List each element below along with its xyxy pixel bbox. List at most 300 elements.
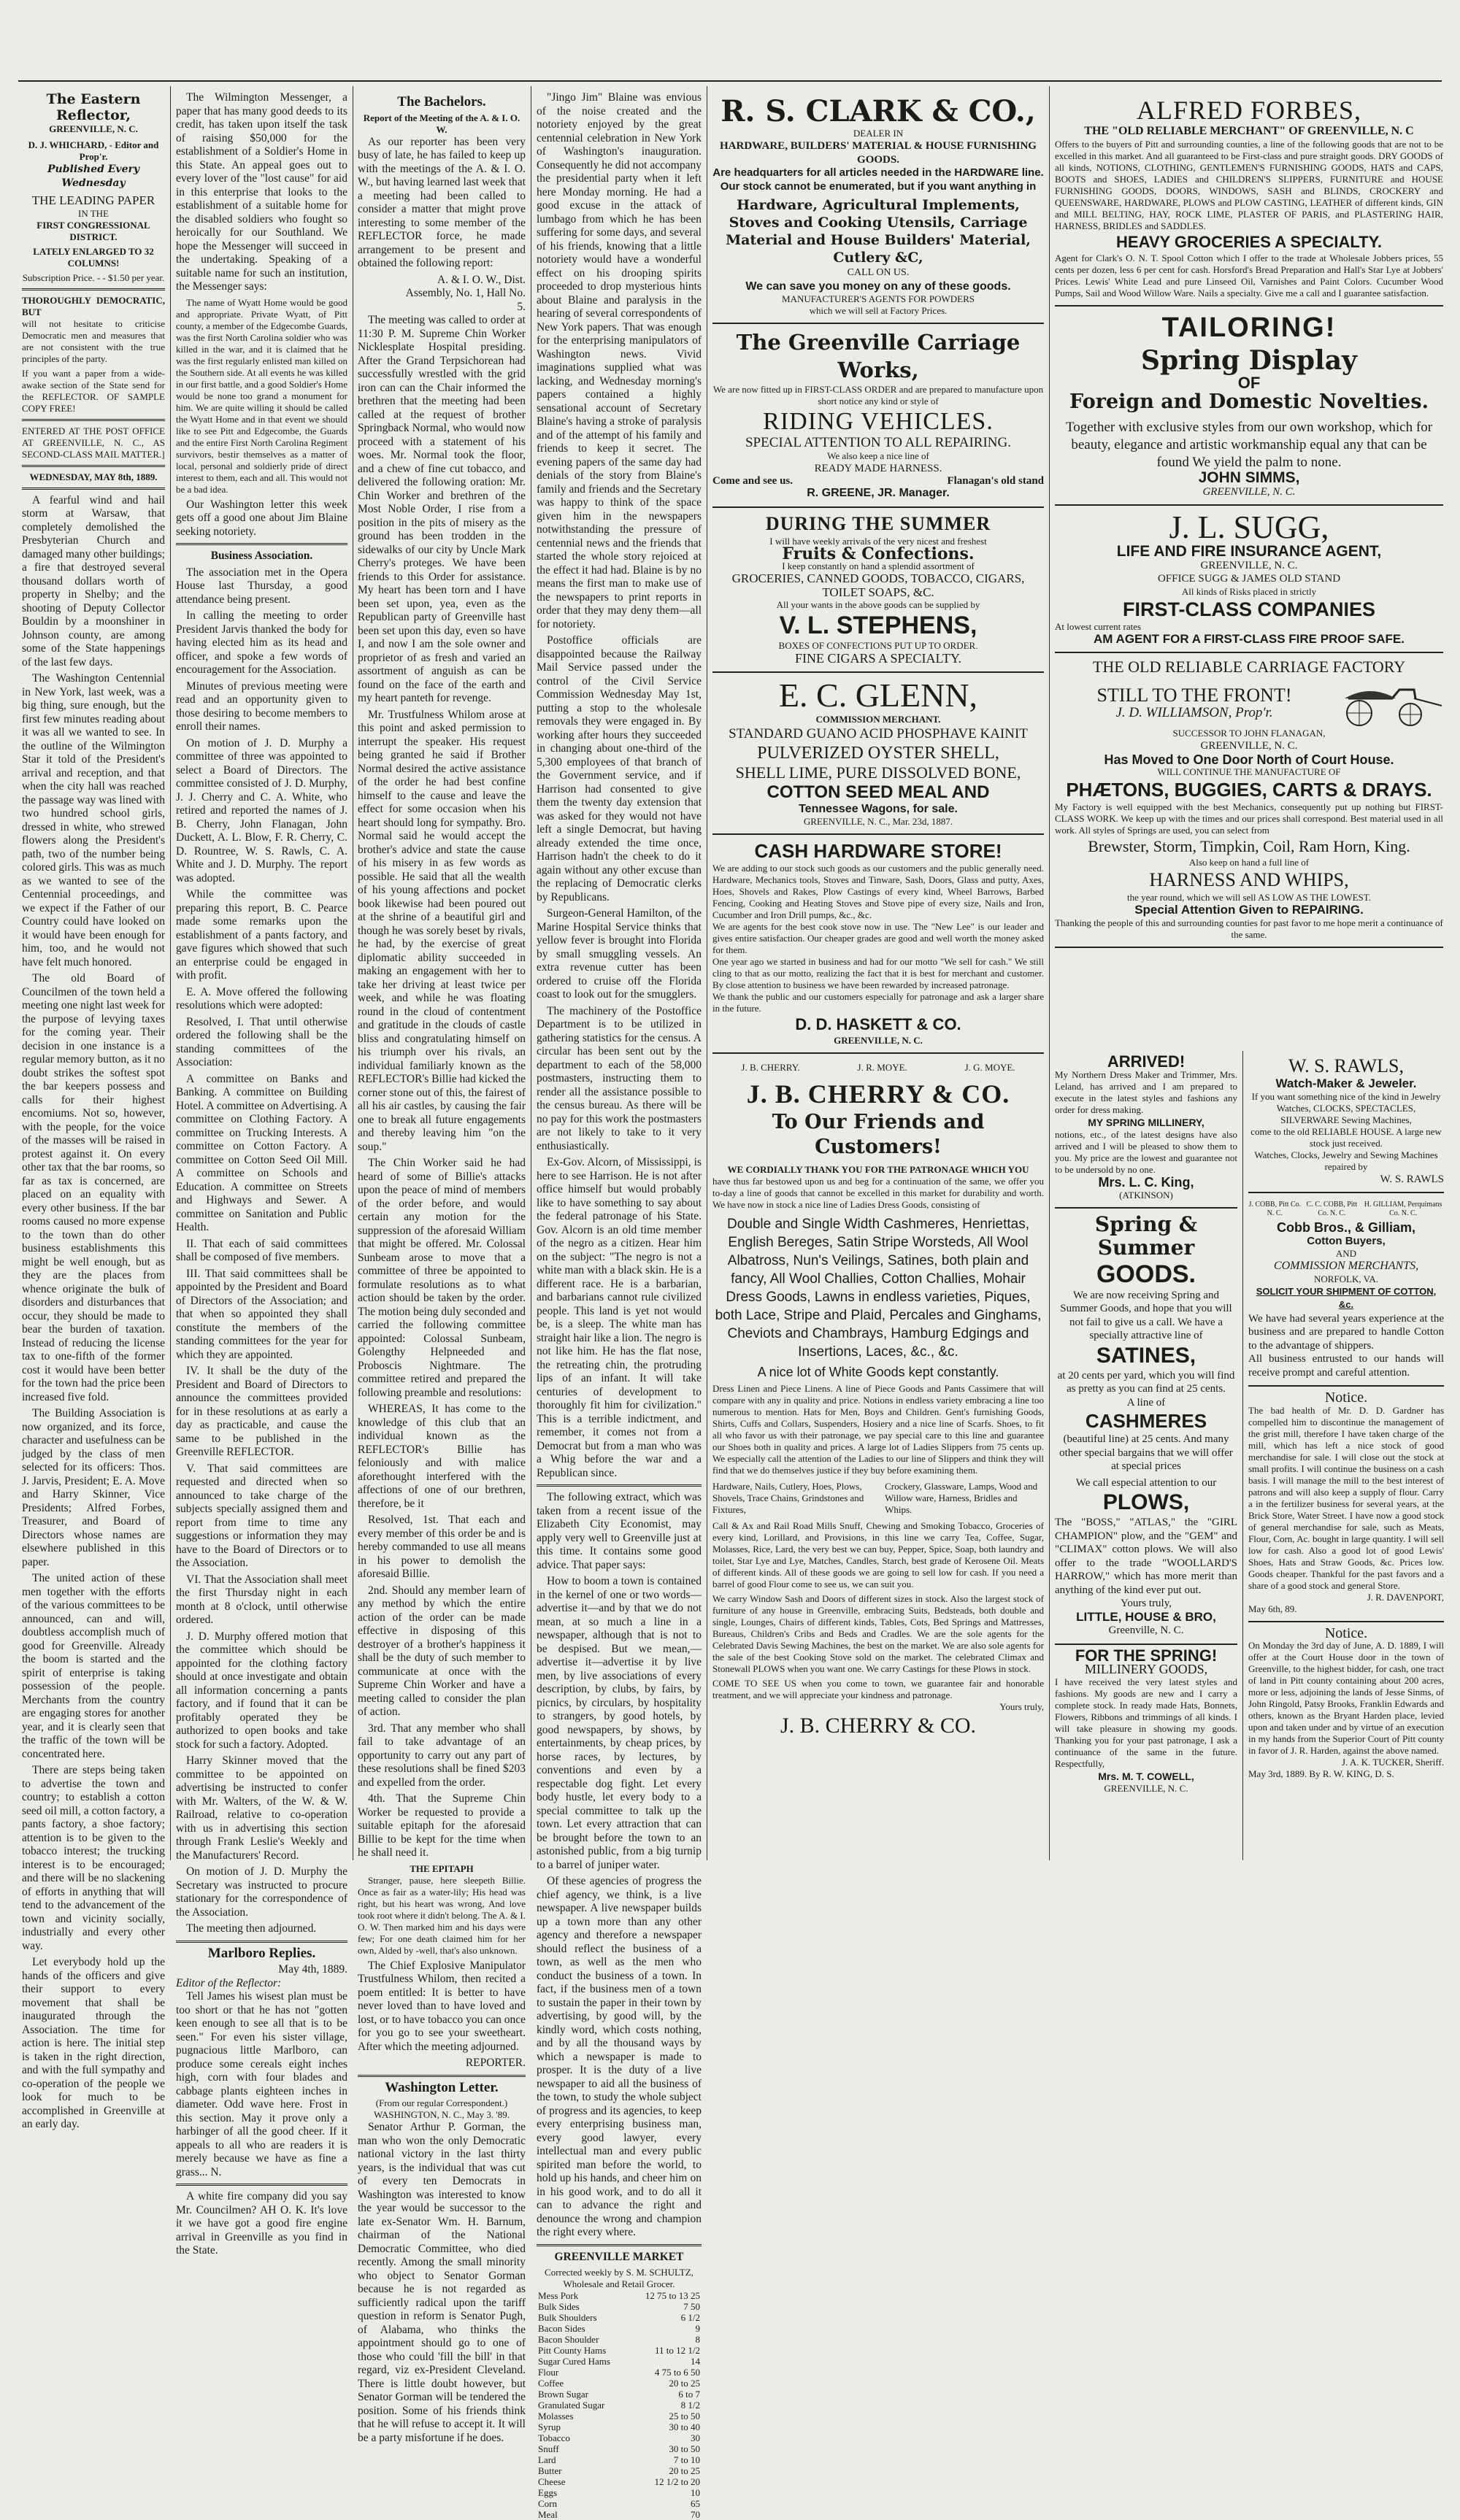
cherry-call: Call & Ax and Rail Road Mills Snuff, Chewing and Smoking Tobacco, Groceries of every kind, Lorillard, and Provisions, in this line we carry Tea, Coffee, Sugar, Molasses, Rice, Lard, the very best we can buy, Pepper, Spice, Soap, both laundry and toilet, Star Lye and Lye, Matches, Candles, Starch, best grade of Kerosene Oil. Meats of different kinds. All of these goods we are going to sell low for cash. If you need a barrel of good Flour come to see us, we can suit you. bbox=[712, 1520, 1044, 1590]
glenn-line: SHELL LIME, PURE DISSOLVED BONE, bbox=[735, 763, 1021, 782]
divider bbox=[358, 2075, 526, 2077]
cash-text: We thank the public and our customers especially for patronage and ask a larger share in the future. bbox=[712, 991, 1044, 1014]
factory-names bbox=[1055, 685, 1334, 720]
market-price: 14 bbox=[691, 2356, 700, 2367]
cowell-place: GREENVILLE, N. C. bbox=[1104, 1783, 1188, 1794]
top-rule bbox=[18, 80, 1442, 82]
ad-clark bbox=[712, 91, 1044, 324]
forbes-agent: Agent for Clark's O. N. T. Spool Cotton which I offer to the trade at Wholesale Jobbers prices, 55 cents per dozen, less 6 per cent for cash. Horsford's Bread Preparation and Hall's Star Lye at Jobbers' Prices. Lewis' White Lead and pure Linseed Oil, Varnishes and Paint Colors. Cucumber Wood Pumps, Sail and Wood Willow Ware. Nails a specialty. Give me a call and I guarantee satisfaction. bbox=[1055, 252, 1443, 298]
article-paragraph: Of these agencies of progress the chief agency, we think, is a live newspaper. A live newspaper builds up a town more than any other agency and therefore a newspaper should reflect the business of a town, as well as the men who conduct the business of a town. In fact, if the business men of a town to sustain the paper in their town by advertising, by good will, by the kindly word, which costs nothing, and by all the thousand ways by which a newspaper is made to prosper. It is the duty of a live newspaper to aid all the business of the town, to study the whole subject of progress and its agencies, to keep every enterprising business man, every good lawyer, every intellectual man and every public spirited man before the world, to hold up his hands, and cheer him on in his good work, and to do all it can to advance the right and denounce the wrong and champion the right every where. bbox=[537, 1875, 702, 2238]
article-paragraph: How to boom a town is contained in the kernel of one or two words—advertise it—and by that we do not mean, at so much a line in a newspaper, although that is not to be despised. But we mean,—advertise it—advertise it by live men, by live associations of every description, by clubs, by fairs, by picnics, by circulars, by hospitality to strangers, by good hotels, by good newspapers, by shows, by entertainments, by cheap prices, by horse races, by lectures, by conventions and even by a respectable dog fight. Let every body hustle, let every body to a special committee to talk up the town. Let every attraction that can be brought before the town to an astonished public, from a big turnip to a barrel of juniper water. bbox=[537, 1575, 702, 1871]
article-paragraph: Postoffice officials are disappointed because the Railway Mail Service passed under the control of the Civil Service Commission Wednesday May 1st, putting a stop to the wholesale removals they were engaged in. By working after hours they succeeded in changing about one-third of the 5,300 employees of that branch of the Government service, and if Harrison had consented to give them the twenty day extension that was asked for they would not have left a single Democrat, but having already extended the time once, Harrison hadn't the cheek to do it again without any other excuse than the replacing of Democratic clerks by Republicans. bbox=[537, 634, 702, 903]
arrived-text: My Northern Dress Maker and Trimmer, Mrs. Leland, has arrived and I am prepared to execute in the latest styles and fashions any order for dress making. bbox=[1055, 1068, 1237, 1115]
column-1 bbox=[22, 91, 166, 2130]
market-price: 9 bbox=[695, 2323, 700, 2334]
market-price: 20 to 25 bbox=[669, 2465, 700, 2476]
haskett-name: D. D. HASKETT & CO. bbox=[795, 1015, 961, 1033]
article-paragraph: Mr. Trustfulness Whilom arose at this point and asked permission to interrupt the speaker. His request being granted he said if Brother Normal desired the active assistance of the order he had best confine himself to the cause and leave the effect for some occasion when his heart should long for sympathy. Bro. Normal said he would accept the brother's advice and state the cause of his misery in as few words as possible. He said that all the wealth of his young affections and pocket book likewise had been poured out at the shrine of a beautiful girl and though he was sorely beset by rivals, he had, by the exercise of great diplomatic ability succeeded in making an engagement with her to take her driving at least twice per week, and while he was floating round in the cloud of contentment and gratitude in the clouds of castle bliss and congratulating himself on his triumph over his rivals, an individual familiarly known as the REFLECTOR's Billie had kicked the corner stone out of this, the fairest of all his air castles, by causing the fair one to break all future engagements and thereby leaving him "on the soup." bbox=[358, 708, 526, 1153]
sugg-title: LIFE AND FIRE INSURANCE AGENT, bbox=[1116, 543, 1382, 560]
column-rule bbox=[170, 86, 171, 1860]
market-price: 20 to 25 bbox=[669, 2378, 700, 2389]
column-2 bbox=[176, 91, 347, 2257]
clark-goods: Hardware, Agricultural Implements, Stoves and Cooking Utensils, Carriage Material and House Builders' Material, Cutlery &C, bbox=[726, 197, 1031, 266]
stephens-boxes: BOXES OF CONFECTIONS PUT UP TO ORDER. bbox=[778, 640, 978, 651]
partner-name: J. R. MOYE. bbox=[857, 1062, 907, 1073]
editorial-paragraph: There are steps being taken to advertise the town and country; to establish a cotton seed oil mill, a cotton factory, a pants factory, a shoe factory; attention is to be given to the tobacco interest; the trucking interest is to be encouraged; and there will be no slackening of efforts in anything that will tend to the advancement of the town and vicinity socially, industrially and every other way. bbox=[22, 1764, 165, 1952]
rawls-text: If you want something nice of the kind in Jewelry Watches, CLOCKS, SPECTACLES, SILVERWARE Sewing Machines, bbox=[1251, 1090, 1441, 1125]
ad-haskett bbox=[712, 835, 1044, 1054]
market-table bbox=[537, 2290, 702, 2520]
article-paragraph: Harry Skinner moved that the committee to be appointed on advertising be instructed to confer with Mr. Walters, of the W. & W. Railroad, relative to co-operation with us in advertising this section through Frank Leslie's Weekly and the Manufacturers' Record. bbox=[176, 1754, 347, 1862]
market-price: 6 1/2 bbox=[680, 2312, 700, 2323]
article-paragraph: Our Washington letter this week gets off a good one about Jim Blaine seeking notoriety. bbox=[176, 498, 347, 538]
sugg-office: OFFICE SUGG & JAMES OLD STAND bbox=[1157, 573, 1341, 585]
cash-title: CASH HARDWARE STORE! bbox=[754, 840, 1002, 862]
market-row bbox=[537, 2356, 702, 2367]
notice2-text: On Monday the 3rd day of June, A. D. 1889, I will offer at the Court House door in the town of Greenville, to the highest bidder, for cash, one tract of land in Pitt county containing about 200 acres, more or less, adjoining the lands of Jesse Sinms, of John Ringold, Patsy Brooks, Franklin Edwards and others, known as the Bryant Harden place, levied upon and taken under and by virtue of an execution in my hands from the Superior Court of Pitt county in favor of J. R. Harden, against the above named. bbox=[1248, 1640, 1444, 1756]
tailoring-foreign: Foreign and Domestic Novelties. bbox=[1069, 390, 1429, 413]
article-paragraph: Resolved, I. That until otherwise ordered the following shall be the standing committees of the Association: bbox=[176, 1015, 347, 1068]
market-price: 65 bbox=[691, 2498, 700, 2509]
summer-fruits: Fruits & Confections. bbox=[782, 544, 975, 563]
masthead-published: Published Every Wednesday bbox=[47, 163, 139, 189]
haskett-place: GREENVILLE, N. C. bbox=[834, 1035, 923, 1046]
glenn-title: COMMISSION MERCHANT. bbox=[815, 713, 941, 725]
column-rule bbox=[1242, 1051, 1243, 1860]
rawls-sign: W. S. RAWLS bbox=[1380, 1173, 1444, 1185]
cherry-goods: Double and Single Width Cashmeres, Henriettas, English Bereges, Satin Stripe Worsteds, All Wool Albatross, Nun's Veilings, Satines, both plain and fancy, All Wool Challies, Cotton Challies, Mohair Dress Goods, Lawns in endless varieties, Piques, both Lace, Stripe and Plaid, Percales and Ginghams, Cheviots and Chambrays, Hamburg Edgings and Insertions, Laces, &c., &c. bbox=[715, 1216, 1042, 1360]
clark-call: CALL ON US. bbox=[847, 267, 910, 278]
article-paragraph: II. That each of said committees shall be composed of five members. bbox=[176, 1237, 347, 1263]
cherry-white-goods: A nice lot of White Goods kept constantly. bbox=[757, 1364, 999, 1379]
epitaph-verse: Stranger, pause, here sleepeth Billie. Once as fair as a water-lily; His head was right, but his heart was wrong, And love took root where it didn't belong. The A. & I. O. W. Then marked him and his days were few; For one death claimed him for her own, Alded by -well, that's also unknown. bbox=[358, 1874, 526, 1956]
article-paragraph: As our reporter has been very busy of late, he has failed to keep up with the meetings of the A. & I. O. W., but having learned last week that a meeting had been called to consider a matter that might prove interesting to some member of the REFLECTOR force, he made arrangement to be present and obtained the following report: bbox=[358, 135, 526, 269]
millinery-goods: MILLINERY GOODS, bbox=[1084, 1662, 1208, 1676]
market-price: 30 to 40 bbox=[669, 2421, 700, 2432]
glenn-line: PULVERIZED OYSTER SHELL, bbox=[757, 743, 999, 763]
market-row bbox=[537, 2367, 702, 2378]
tailoring-text: Together with exclusive styles from our own workshop, which for beauty, elegance and artistic workmanship equal any that can be found We yield the palm to none. bbox=[1065, 420, 1433, 470]
market-row bbox=[537, 2312, 702, 2323]
forbes-title: THE "OLD RELIABLE MERCHANT" OF GREENVILLE, N. C bbox=[1084, 125, 1414, 137]
arrived-title: ARRIVED! bbox=[1107, 1052, 1186, 1071]
masthead-editor: D. J. WHICHARD, - Editor and Prop'r. bbox=[28, 139, 159, 162]
market-price: 8 1/2 bbox=[680, 2400, 700, 2411]
cherry-list-right: Crockery, Glassware, Lamps, Wood and Willow ware, Harness, Bridles and Whips. bbox=[885, 1481, 1038, 1515]
market-item: Brown Sugar bbox=[538, 2389, 588, 2400]
article-paragraph: Senator Arthur P. Gorman, the man who won the only Democratic national victory in the last thirty years, is the individual that was cut of every ten Democrats in Washington was interested to know the year would be successor to the late ex-Senator Wm. H. Barnum, chairman of the National Democratic Committee, who died recently. Among the small minority who object to Senator Gorman because he is not regarded as sufficiently radical upon the tariff question in reform is Senator Pugh, of Alabama, who thinks the appointment should go to one of those who could 'fill the bill' in that regard, viz ex-President Cleveland. There is little doubt however, but Senator Gorman will be tendered the position. Some of his friends think that he will refuse to accept it. It will be a party misfortune if he does. bbox=[358, 2121, 526, 2444]
cash-text: We are agents for the best cook stove now in use. The "New Lee" is our leader and gives entire satisfaction. Our cheaper grades are good and well worth the money asked for them. bbox=[712, 921, 1044, 955]
divider bbox=[537, 1484, 702, 1487]
market-row bbox=[537, 2454, 702, 2465]
factory-sell: the year round, which we will sell AS LOW AS THE LOWEST. bbox=[1127, 892, 1371, 903]
factory-title: THE OLD RELIABLE CARRIAGE FACTORY bbox=[1092, 658, 1406, 676]
ad-tailoring bbox=[1055, 307, 1443, 506]
cobb-comm: COMMISSION MERCHANTS, bbox=[1273, 1260, 1419, 1272]
article-paragraph: J. D. Murphy offered motion that the committee which should be appointed for the clothing factory should at once investigate and obtain all information concerning a pants factory, and if found that it can be profitably operated they be authorized to open books and take stock for such a factory. Adopted. bbox=[176, 1630, 347, 1751]
market-item: Coffee bbox=[538, 2378, 564, 2389]
divider bbox=[22, 488, 165, 490]
article-paragraph: While the committee was preparing this report, B. C. Pearce made some remarks upon the establishment of a pants factory, and gave figures which showed that such an enterprise could be engaged in with profit. bbox=[176, 888, 347, 982]
sugg-place: GREENVILLE, N. C. bbox=[1200, 559, 1298, 571]
letter-dateline: May 4th, 1889. bbox=[278, 1963, 347, 1976]
column-4 bbox=[537, 91, 702, 2520]
partner-name: J. COBB, Pitt Co. N. C. bbox=[1248, 1201, 1302, 1217]
article-paragraph: A white fire company did you say Mr. Councilmen? AH O. K. It's love it we have got a good fire engine arrival in Greenville as you find in the State. bbox=[176, 2190, 347, 2257]
market-price: 70 bbox=[691, 2509, 700, 2520]
column-6-right-lower bbox=[1248, 1051, 1444, 1861]
market-row bbox=[537, 2290, 702, 2301]
market-item: Bacon Sides bbox=[538, 2323, 585, 2334]
factory-harness: HARNESS AND WHIPS, bbox=[1149, 869, 1349, 890]
article-paragraph: The meeting was called to order at 11:30 P. M. Supreme Chin Worker Nicklesplate Hospital presiding. After the Grand Terpsichorean had successfully wrestled with the grid iron can can the Chair informed the brethren that the meeting had been called at the request of brother Springback Normal, who would now proceed with a statement of his woes. Mr. Normal took the floor, and a chew of fine cut tobacco, and delivered the following oration: Mr. Chin Worker and brethren of the Most Noble Order, I rise from a position in the pits of misery as the ground has been trodden in the sidewalks of our city by Uncle Mark Cherry's proteges. We have been friends to this Order for assistance. My heart has been torn and I have been set upon, yea, even as the Republican party of Greenville hast been set upon this day, even so have I, and now I am the sole owner and proprietor of as fresh and varied an assortment of anguish as can be found on the face of the earth and my heart panteth for revenge. bbox=[358, 314, 526, 704]
reporter-signature: REPORTER. bbox=[465, 2057, 526, 2069]
article-paragraph: VI. That the Association shall meet the first Thursday night in each month at 8 o'clock, until otherwise ordered. bbox=[176, 1573, 347, 1626]
column-5-ads bbox=[712, 91, 1044, 1865]
carriage-stand: Flanagan's old stand bbox=[947, 475, 1044, 487]
masthead-enlarged: LATELY ENLARGED TO 32 COLUMNS! bbox=[33, 245, 154, 269]
article-paragraph: The machinery of the Postoffice Department is to be utilized in gathering statistics for the census. A circular has been sent out by the department to each of the 58,000 postmasters, instructing them to render all the assistance possible to the census bureau. As there will be no pay for this work the postmasters are not likely to take to it very enthusiastically. bbox=[537, 1004, 702, 1152]
ad-rawls bbox=[1248, 1051, 1444, 1193]
masthead-district: FIRST CONGRESSIONAL DISTRICT. bbox=[36, 219, 150, 242]
masthead-name: The Eastern Reflector, bbox=[46, 91, 141, 123]
little-name: LITTLE, HOUSE & BRO, bbox=[1076, 1609, 1216, 1624]
article-paragraph: E. A. Move offered the following resolutions which were adopted: bbox=[176, 985, 347, 1012]
factory-keep: Also keep on hand a full line of bbox=[1188, 857, 1310, 868]
buggy-illustration bbox=[1334, 677, 1443, 728]
market-price: 10 bbox=[691, 2487, 700, 2498]
ad-little-house bbox=[1055, 1209, 1237, 1645]
market-row bbox=[537, 2443, 702, 2454]
editorial-paragraph: A fearful wind and hail storm at Warsaw, that completely demolished the Presbyterian Church and damaged many other buildings; a fire that destroyed several thousand dollars worth of property in Shelby; and the shooting of Deputy Collector Bouldin by a moonshiner in Johnson county, are among some of the State happenings of the last few days. bbox=[22, 493, 165, 668]
rawls-title: Watch-Maker & Jeweler. bbox=[1275, 1076, 1417, 1090]
market-row bbox=[537, 2411, 702, 2421]
plows-text: The "BOSS," "ATLAS," the "GIRL CHAMPION" plow, and the "GEM" and "CLIMAX" cotton plows. We will also offer to the trade "WOOLLARD'S HARROW," which has more merit than anything of the kind ever put out. bbox=[1055, 1517, 1237, 1596]
notice1-title: Notice. bbox=[1324, 1390, 1368, 1406]
summer-title: DURING THE SUMMER bbox=[765, 512, 991, 534]
article-paragraph: V. That said committees are requested and directed when so announced to take charge of the subjects specially assigned them and report from time to time any suggestions or information they may have to the Board of Directors or to the Association. bbox=[176, 1462, 347, 1569]
cherry-list-left: Hardware, Nails, Cutlery, Hoes, Plows, Shovels, Trace Chains, Grindstones and Fixtures, bbox=[712, 1481, 864, 1515]
a-line: A line of bbox=[1126, 1396, 1166, 1409]
tailoring-of: OF bbox=[1237, 373, 1261, 392]
ad-king bbox=[1055, 1051, 1237, 1209]
article-paragraph: The Wilmington Messenger, a paper that has many good deeds to its credit, has taken upon itself the task of raising $50,000 for the establishment of a Soldier's Home in this State. An appeal goes out to every lover of the "lost cause" for aid in this enterprise that looks to the establishment of a suitable home for the disabled soldiers who fought so heroically for our Southland. We hope the Messenger will succeed in the undertaking. Speaking of a suitable name for such an institution, the Messenger says: bbox=[176, 91, 347, 293]
glenn-line: Tennessee Wagons, for sale. bbox=[799, 802, 958, 815]
carriage-name: The Greenville Carriage Works, bbox=[736, 330, 1021, 382]
masthead-subscription: Subscription Price. - - $1.50 per year. bbox=[22, 271, 165, 283]
simms-place: GREENVILLE, N. C. bbox=[1202, 485, 1296, 498]
article-paragraph: 4th. That the Supreme Chin Worker be requested to provide a suitable epitaph for the aforesaid Billie to be kept for the time when he shall need it. bbox=[358, 1792, 526, 1859]
factory-place: GREENVILLE, N. C. bbox=[1200, 740, 1298, 752]
clark-line: HARDWARE, BUILDERS' MATERIAL & HOUSE FURNISHING GOODS. bbox=[720, 140, 1037, 166]
market-row bbox=[537, 2400, 702, 2411]
masthead-place: GREENVILLE, N. C. bbox=[49, 123, 138, 134]
rawls-name: W. S. RAWLS, bbox=[1288, 1055, 1405, 1076]
tailoring-title: TAILORING! bbox=[1161, 312, 1337, 343]
factory-springs: Brewster, Storm, Timpkin, Coil, Ram Horn, King. bbox=[1088, 837, 1410, 855]
cash-text: One year ago we started in business and had for our motto "We sell for cash." We still cling to that as our motto, realizing the fact that it is best for merchant and customer. By close attention to business we have been rewarded by increased patronage. bbox=[712, 956, 1044, 990]
clark-factory: which we will sell at Factory Prices. bbox=[809, 305, 948, 316]
market-item: Bulk Shoulders bbox=[538, 2312, 597, 2323]
partner-name: J. B. CHERRY. bbox=[741, 1062, 800, 1073]
article-paragraph: 2nd. Should any member learn of any method by which the entire action of the order can be made effective in disposing of this destroyer of a brother's happiness it shall be the duty of such member to communicate at once with the Supreme Chin Worker and have a meeting called to consider the plan of action. bbox=[358, 1584, 526, 1718]
issue-date: WEDNESDAY, MAY 8th, 1889. bbox=[29, 471, 158, 482]
davenport-date: May 6th, 89. bbox=[1248, 1603, 1297, 1614]
sugg-first: FIRST-CLASS COMPANIES bbox=[1122, 598, 1376, 620]
market-price: 8 bbox=[695, 2334, 700, 2345]
masthead-democratic-text: will not hesitate to criticise Democratic men and measures that are not consistent with the true principles of the party. bbox=[22, 317, 165, 364]
clark-name: R. S. CLARK & CO., bbox=[721, 94, 1036, 128]
clark-dealer: DEALER IN bbox=[853, 128, 904, 139]
editorial-paragraph: The Washington Centennial in New York, last week, was a big thing, sure enough, but the first few minutes reading about it was all we wanted to see. In the outline of the Wilmington Star it told of the President's arrival and reception, and that when the city hall was reached the passage way was lined with two hundred school girls, dressed in white, who strewed flowers along the President's path, two of the number being colored girls. This was as much as we wanted to see of the Centennial proceedings, and we expect if the Father of our Country could have looked on it would have been enough for him, too, and he would not have felt much honored. bbox=[22, 672, 166, 968]
cobb-text2: All business entrusted to our hands will receive prompt and careful attention. bbox=[1248, 1353, 1444, 1379]
editorial-paragraph: Let everybody hold up the hands of the officers and give their support to every movement that shall be inaugurated through the Association. The time for action is here. The initial step is taken in the right direction, and with the full sympathy and co-operation of the people we look for much to be accomplished in Greenville at an early day. bbox=[22, 1956, 165, 2130]
notice-davenport bbox=[1248, 1387, 1444, 1622]
article-paragraph: Tell James his wisest plan must be too short or that he has not "gotten keen enough to see all that is to be seen." For even his sister village, pugnacious little Marlboro, can produce some cereals eight inches high, corn with four blades and cabbage plants eighteen inches in diameter. Odd wave here. Frost in this section. May it prove only a harbinger of all the good cheer. If it appeals to all who are readers it is merely because we have as fine a grass... N. bbox=[176, 1990, 347, 2178]
masthead-democratic: THOROUGHLY DEMOCRATIC, BUT bbox=[22, 294, 165, 317]
factory-products: PHÆTONS, BUGGIES, CARTS & DRAYS. bbox=[1066, 779, 1432, 801]
market-item: Meal bbox=[538, 2509, 558, 2520]
ss-text: We are now receiving Spring and Summer Goods, and hope that you will not fail to give us a call. We have a specially attractive line of bbox=[1060, 1289, 1232, 1341]
market-item: Mess Pork bbox=[538, 2290, 579, 2301]
divider bbox=[22, 288, 165, 290]
cherry-come: COME TO SEE US when you come to town, we guarantee fair and honorable treatment, and we will appreciate your kindness and patronage. bbox=[712, 1678, 1044, 1700]
column-3 bbox=[358, 91, 526, 2444]
market-item: Snuff bbox=[538, 2443, 559, 2454]
market-item: Bulk Sides bbox=[538, 2301, 580, 2312]
column-6-left-lower bbox=[1055, 1051, 1237, 1861]
cherry-signature: J. B. CHERRY & CO. bbox=[780, 1714, 977, 1738]
market-row bbox=[537, 2432, 702, 2443]
masthead-in-the: IN THE bbox=[77, 207, 109, 219]
article-paragraph: On motion of J. D. Murphy a committee of three was appointed to select a Board of Directors. The committee consisted of J. D. Murphy, J. J. Cherry and C. A. White, who retired and reported the names of J. B. Cherry, John Flanagan, John Duckett, A. L. Blow, F. R. Cherry, C. D. Rountree, W. S. Rawls, C. A. White and J. D. Murphy. The report was adopted. bbox=[176, 736, 347, 885]
satines-text: at 20 cents per yard, which you will find as pretty as you can find at 25 cents. bbox=[1057, 1369, 1235, 1395]
market-row bbox=[537, 2378, 702, 2389]
article-paragraph: Minutes of previous meeting were read and an opportunity given to those desiring to become members to enroll their names. bbox=[176, 679, 347, 733]
cowell-name: Mrs. M. T. COWELL, bbox=[1098, 1770, 1194, 1782]
divider bbox=[176, 543, 347, 545]
market-price: 4 75 to 6 50 bbox=[654, 2367, 700, 2378]
ad-cowell bbox=[1055, 1645, 1237, 1801]
summer-text: I will have weekly arrivals of the very nicest and freshest bbox=[769, 535, 987, 547]
divider bbox=[176, 2184, 347, 2186]
column-rule bbox=[1049, 86, 1050, 1860]
cobb-buyers: Cotton Buyers, bbox=[1307, 1234, 1386, 1247]
cherry-headline: To Our Friends and Customers! bbox=[772, 1110, 985, 1158]
article-paragraph: Surgeon-General Hamilton, of the Marine Hospital Service thinks that yellow fever is brought into Florida by small smuggling vessels. An extra revenue cutter has been ordered to cruise off the Florida coast to look out for the smugglers. bbox=[537, 907, 702, 1001]
tucker-date: May 3rd, 1889. By R. W. KING, D. S. bbox=[1248, 1768, 1394, 1779]
carriage-harness: READY MADE HARNESS. bbox=[814, 462, 942, 474]
forbes-text: Offers to the buyers of Pitt and surrounding counties, a line of the following goods that are not to be excelled in this market. And all guaranteed to be First-class and pure straight goods. DRY GOODS of all kinds, NOTIONS, CLOTHING, GENTLEMEN'S FURNISHING GOODS, HATS and CAPS, BOOTS and SHOES, LADIES and CHILDREN'S SLIPPERS, FURNITURE and HOUSE FURNISHING GOODS, DOORS, WINDOWS, SASH and BLINDS, CROCKERY and QUEENSWARE, HARDWARE, PLOWS and PLOW CASTING, LEATHER of different kinds, GIN and MILL BELTING, HAY, ROCK LIME, PLASTER OF PARIS, and PLASTERING HAIR, HARNESS, BRIDLES and SADDLES. bbox=[1055, 138, 1443, 231]
market-item: Corn bbox=[538, 2498, 557, 2509]
glenn-line: COTTON SEED MEAL AND bbox=[766, 782, 990, 802]
masthead-sample: If you want a paper from a wide-awake section of the State send for the REFLECTOR. OF SAMPLE COPY FREE! bbox=[22, 367, 165, 414]
carriage-line: We also keep a nice line of bbox=[827, 450, 929, 461]
masthead-leading: THE LEADING PAPER bbox=[31, 193, 155, 207]
partner-name: J. G. MOYE. bbox=[964, 1062, 1015, 1073]
market-price: 7 to 10 bbox=[673, 2454, 700, 2465]
ss-title1: Spring & Summer bbox=[1094, 1211, 1198, 1260]
article-quote: The name of Wyatt Home would be good and appropriate. Private Wyatt, of Pitt county, a member of the Edgecombe Guards, was the first North Carolina soldier who was killed in the war, and it is claimed that he was the first regularly enlisted man killed on the Southern side. At all events he was killed in our first battle, and a good Soldier's Home would be none too grand a monument for him. We are quite willing it should be called the Wyatt Home and in that event we should like to see Pitt and Edgecombe, the Guards and the entire First North Carolina Regiment survivors, bestir themselves as a matter of local, personal and soldierly pride of direct interest to them, each and all. This would not be a bad idea. bbox=[176, 296, 347, 495]
clark-save: We can save you money on any of these goods. bbox=[745, 280, 1011, 293]
for-spring: FOR THE SPRING! bbox=[1075, 1646, 1218, 1665]
davenport-name: J. R. DAVENPORT, bbox=[1367, 1591, 1444, 1603]
cherry-text: have thus far bestowed upon us and beg for a continuation of the same, we offer you to-day a line of goods that cannot be excelled in this market for durability and worth. We have now in stock a nice line of Ladies Dress Goods, consisting of bbox=[712, 1175, 1044, 1210]
divider bbox=[22, 419, 165, 421]
clark-headquarters: Are headquarters for all articles needed in the HARDWARE line. Our stock cannot be enumerated, but if you want anything in bbox=[712, 166, 1044, 193]
headline-washington-letter: Washington Letter. bbox=[385, 2079, 499, 2095]
plows: PLOWS, bbox=[1102, 1490, 1190, 1514]
headline-business-association: Business Association. bbox=[210, 550, 313, 562]
satines: SATINES, bbox=[1096, 1343, 1196, 1368]
market-price: 30 bbox=[691, 2432, 700, 2443]
market-item: Granulated Sugar bbox=[538, 2400, 605, 2411]
lodge-heading: A. & I. O. W., Dist. Assembly, No. 1, Hall No. 5. bbox=[405, 273, 526, 313]
market-row bbox=[537, 2301, 702, 2312]
millinery-text: notions, etc., of the latest designs have also arrived and I will be pleased to show them to you. My price are the lowest and guarantee not to be undersold by no one. bbox=[1055, 1129, 1237, 1175]
summer-text3: All your wants in the above goods can be supplied by bbox=[776, 599, 980, 610]
editorial-paragraph: The old Board of Councilmen of the town held a meeting one night last week for the purpose of levying taxes for the coming year. Their decision in one instance is a regular memory button, as it no doubt strikes the softest spot the bar keepers possess and calls for their highest encomiums. Not so, however, with the people, for the voice of the masses will be raised in protest against it. On every other tax that the bar rooms, so far as tax is concerned, are placed on an equality with every other business. If the bar rooms caused no more expense to the town than do other business establishments this might be well enough, but as they are the places from whence originate the bulk of disorders and disturbances that occur, they should be made to bear the burden of taxation. Instead of reducing the license tax to one-fifth of the former cost it would have been better for the town had the price been increased five fold. bbox=[22, 972, 165, 1403]
cobb-solicit: SOLICIT YOUR SHIPMENT OF COTTON, &c. bbox=[1256, 1285, 1437, 1310]
article-paragraph: Ex-Gov. Alcorn, of Mississippi, is here to see Harrison. He is not after office himself but would probably like to have something to say about the federal patronage of his State. Gov. Alcorn is an old time member of the negro as a citizen. Hear him on the subject: "The negro is not a white man with a black skin. He is a different race. He is a barbarian, and barbarians cannot rule civilized people. This land is yet not would be, is a sleep. The white man has straight hair like a lion. The negro is not like him. He has the flat nose, the retreating chin, the protruding lips of an infant. It will take centuries of development to thoroughly fit him for civilization." This is a terrible indictment, and remember, it comes not from a Democrat but from a man who was a Whig before the war and a Republican since. bbox=[537, 1156, 702, 1479]
market-price: 12 1/2 to 20 bbox=[654, 2476, 700, 2487]
market-row bbox=[537, 2345, 702, 2356]
sugg-name: J. L. SUGG, bbox=[1169, 509, 1329, 545]
ad-sugg bbox=[1055, 506, 1443, 653]
factory-still: STILL TO THE FRONT! bbox=[1096, 684, 1292, 706]
market-price: 7 50 bbox=[683, 2301, 700, 2312]
plows-yours: Yours truly, bbox=[1120, 1598, 1172, 1609]
carriage-come-row bbox=[712, 475, 1044, 487]
sugg-rates: At lowest current rates bbox=[1055, 620, 1142, 632]
headline-marlboro-replies: Marlboro Replies. bbox=[207, 1945, 316, 1961]
factory-header bbox=[1055, 677, 1443, 728]
article-paragraph: IV. It shall be the duty of the President and Board of Directors to announce the committees provided for in these resolutions at as early a day as practicable, and cause the same to be published in the Greenville REFLECTOR. bbox=[176, 1365, 347, 1458]
subhead-bachelors: Report of the Meeting of the A. & I. O. W. bbox=[363, 112, 520, 135]
factory-manuf: WILL CONTINUE THE MANUFACTURE OF bbox=[1157, 766, 1341, 777]
factory-prop: J. D. WILLIAMSON, Prop'r. bbox=[1115, 704, 1273, 720]
carriage-special: SPECIAL ATTENTION TO ALL REPAIRING. bbox=[745, 435, 1011, 450]
market-row bbox=[537, 2498, 702, 2509]
market-title: GREENVILLE MARKET bbox=[554, 2250, 684, 2263]
ad-greenville-carriage bbox=[712, 324, 1044, 508]
article-paragraph: The meeting then adjourned. bbox=[186, 1922, 317, 1935]
rawls-come: come to the old RELIABLE HOUSE. A large new stock just received. bbox=[1250, 1125, 1442, 1149]
market-item: Tobacco bbox=[538, 2432, 570, 2443]
notice1-text: The bad health of Mr. D. D. Gardner has compelled him to discontinue the management of the grist mill, therefore I have taken charge of the mill, which has left a nice stock of good merchandise for sale. I will close out the stock at small profits. I will continue the business on a cash basis. I will manage the mill to the best interest of patrons and will also keep a supply of flour. Carry a in the fertilizer business for several years, at the Brick Store, Water Street. I have now a good stock of general merchandise for sale, such as Meats, Flour, Corn, Ac. bought in large quantity. I will sell low for cash. Also a good lot of good Lewis' Shoes, Hats and Straw Goods, &c. Prices low. Goods cheaper. Thankful for the past favors and a share of a good stock and general Store. bbox=[1248, 1404, 1444, 1591]
market-item: Pitt County Hams bbox=[538, 2345, 607, 2356]
washington-dateline: WASHINGTON, N. C., May 3. '89. bbox=[374, 2109, 510, 2120]
masthead-entered: ENTERED AT THE POST OFFICE AT GREENVILLE, N. C., AS SECOND-CLASS MAIL MATTER.] bbox=[22, 425, 165, 460]
carriage-riding: RIDING VEHICLES. bbox=[763, 408, 994, 435]
partner-name: C. C. COBB, Pitt Co. N. C. bbox=[1306, 1201, 1358, 1217]
cherry-window: We carry Window Sash and Doors of different sizes in stock. Also the largest stock of furniture of any house in Greenville, embracing Suits, Bedsteads, both double and single, Lounges, Chairs of different kinds, Tables, Cots, Bed Springs and Mattresses, Bureaus, Children's Cribs and Beds and Cradles. We are the sole agents for the Celebrated Davis Sewing Machines, the best on the market. We are also sole agents for the sale of the best Cooking Stove sold on the market. The celebrated Climax and Stonewall PLOWS when you want one. We carry Castings for these Plows in stock. bbox=[712, 1593, 1044, 1674]
market-price: 30 to 50 bbox=[669, 2443, 700, 2454]
forbes-name: ALFRED FORBES, bbox=[1136, 96, 1362, 125]
cherry-lists bbox=[712, 1481, 1044, 1516]
rawls-text2: Watches, Clocks, Jewelry and Sewing Machines repaired by bbox=[1254, 1149, 1438, 1172]
market-item: Lard bbox=[538, 2454, 556, 2465]
market-subtitle: Corrected weekly by S. M. SCHULTZ, Wholesale and Retail Grocer. bbox=[545, 2267, 694, 2289]
cowell-text: I have received the very latest styles and fashions. My goods are new and I carry a complete stock. In ready made Hats, Bonnets, Flowers, Ribbons and trimmings of all kinds. I will take pleasure in showing my goods. Thanking you for your past patronage, I ask a continuance of the same in the future. Respectfully, bbox=[1055, 1676, 1237, 1769]
column-6-top-ads bbox=[1055, 91, 1443, 940]
stephens-cigars: FINE CIGARS A SPECIALTY. bbox=[794, 651, 962, 666]
ad-forbes bbox=[1055, 91, 1443, 307]
cobb-and: AND bbox=[1335, 1248, 1357, 1259]
ad-williamson bbox=[1055, 653, 1443, 948]
market-price: 25 to 50 bbox=[669, 2411, 700, 2421]
forbes-heavy: HEAVY GROCERIES A SPECIALTY. bbox=[1116, 232, 1382, 251]
cashmeres-text: (beautiful line) at 25 cents. And many other special bargains that we will offer at special prices bbox=[1059, 1433, 1233, 1472]
cherry-yours: Yours truly, bbox=[999, 1701, 1044, 1712]
factory-thanks: Thanking the people of this and surrounding counties for past favor to me hope merit a continuance of the same. bbox=[1055, 917, 1443, 940]
cherry-dress: Dress Linen and Piece Linens. A line of Piece Goods and Pants Cassimere that will compare with any in quality and price. Notions in endless variety embracing a line too numerous to mention. Hats for Men, Boys and Children. Gent's furnishing Goods, Shirts, Cuffs and Collars, Suspenders, Hosiery and a nice line of Scarfs. Shoes, to fit all who favor us with their patronage, we pay special care to this line and guarantee our Shoes both in quality and prices. A large lot of Ladies Slippers from 75 cents up. We especially call the attention of the Ladies to our line of Slippers and think they will find that we do themselves justice if they buy before examining them. bbox=[712, 1383, 1044, 1476]
cashmeres: CASHMERES bbox=[1085, 1410, 1207, 1432]
carriage-come: Come and see us. bbox=[712, 475, 794, 487]
notice2-title: Notice. bbox=[1324, 1625, 1368, 1641]
factory-repair: Special Attention Given to REPAIRING. bbox=[1134, 903, 1364, 917]
market-row bbox=[537, 2334, 702, 2345]
cobb-partners bbox=[1248, 1201, 1444, 1218]
ad-glenn bbox=[712, 673, 1044, 836]
clark-agents: MANUFACTURER'S AGENTS FOR POWDERS bbox=[782, 293, 975, 304]
headline-bachelors: The Bachelors. bbox=[397, 94, 486, 109]
cobb-text: We have had several years experience at the business and are prepared to handle Cotton to the advantage of shippers. bbox=[1248, 1312, 1444, 1352]
factory-text: My Factory is well equipped with the best Mechanics, consequently put up nothing but FIRST-CLASS WORK. We keep up with the times and our prices shall correspond. Best material used in all work. All styles of Springs are used, you can select from bbox=[1055, 801, 1443, 836]
factory-succ: SUCCESSOR TO JOHN FLANAGAN, bbox=[1172, 728, 1326, 739]
market-item: Sugar Cured Hams bbox=[538, 2356, 610, 2367]
carriage-manager: R. GREENE, JR. Manager. bbox=[807, 487, 950, 499]
market-item: Syrup bbox=[538, 2421, 561, 2432]
epitaph-title: THE EPITAPH bbox=[410, 1862, 474, 1874]
ad-cherry bbox=[712, 1054, 1044, 1745]
market-price: 6 to 7 bbox=[678, 2389, 700, 2400]
sugg-agent: AM AGENT FOR A FIRST-CLASS FIRE PROOF SAFE. bbox=[1094, 631, 1405, 646]
divider bbox=[537, 2244, 702, 2246]
committee-list: A committee on Banks and Banking. A committee on Building Hotel. A committee on Advertising. A committee on Clothing Factory. A committee on Trucking Interests. A committee on Cotton Factory. A committee on Cotton Seed Oil Mill. A committee on Schools and Education. A committee on Streets and Highways and Sewer. A committee on Sanitation and Public Health. bbox=[176, 1072, 347, 1233]
tucker-name: J. A. K. TUCKER, Sheriff. bbox=[1342, 1757, 1444, 1768]
ss-title2: GOODS. bbox=[1096, 1260, 1196, 1288]
market-item: Butter bbox=[538, 2465, 562, 2476]
market-row bbox=[537, 2476, 702, 2487]
glenn-date: GREENVILLE, N. C., Mar. 23d, 1887. bbox=[803, 816, 953, 827]
letter-salutation: Editor of the Reflector: bbox=[176, 1976, 282, 1989]
article-paragraph: The Chin Worker said he had heard of some of Billie's attacks upon the peace of mind of members of the order before, and would certain any motion for the suppression of the aforesaid William that might be offered. Mr. Colossal Sunbeam arose to move that a committee of three be appointed to formulate resolutions as to what action should be taken by the order. The motion being duly seconded and carried the following committee appointed: Colossal Sunbeam, Golengthy Helpneeded and Proboscis Nightmare. The committee retired and prepared the following preamble and resolutions: bbox=[358, 1157, 526, 1399]
glenn-name: E. C. GLENN, bbox=[778, 676, 978, 714]
market-row bbox=[537, 2323, 702, 2334]
market-row bbox=[537, 2389, 702, 2400]
market-item: Molasses bbox=[538, 2411, 574, 2421]
market-row bbox=[537, 2465, 702, 2476]
partner-name: H. GILLIAM, Perquimans Co. N. C. bbox=[1364, 1201, 1442, 1217]
article-paragraph: In calling the meeting to order President Jarvis thanked the body for having elected him as its head and officer, and spoke a few words of encouragement for the Association. bbox=[176, 609, 347, 676]
cherry-thank: WE CORDIALLY THANK YOU FOR THE PATRONAGE WHICH YOU bbox=[727, 1163, 1029, 1175]
sugg-risks: All kinds of Risks placed in strictly bbox=[1181, 585, 1317, 597]
article-paragraph: WHEREAS, It has come to the knowledge of this club that an individual known as the REFLECTOR's Billie has feloniously and with malice aforethought interfered with the affections of one of our brethren, therefore, be it bbox=[358, 1403, 526, 1510]
divider bbox=[176, 1941, 347, 1943]
article-paragraph: Resolved, 1st. That each and every member of this order be and is hereby commanded to use all means in his power to demolish the aforesaid Billie. bbox=[358, 1514, 526, 1580]
carriage-text: We are now fitted up in FIRST-CLASS ORDER and are prepared to manufacture upon short notice any kind or style of bbox=[712, 384, 1044, 406]
market-row bbox=[537, 2509, 702, 2520]
little-place: Greenville, N. C. bbox=[1108, 1625, 1184, 1636]
article-paragraph: "Jingo Jim" Blaine was envious of the noise created and the notoriety enjoyed by the great centennial celebration in New York of Washington's inauguration. Consequently he did not accompany the presidential party when it left here Monday morning. He had a good excuse in the attack of lumbago from which he has been suffering for some days, and several of his friends, knowing that a little notoriety would have a wonderful effect on his drooping spirits proceeded to drop mysterious hints about Blaine and paralysis in the hearing of several correspondents of New York papers. That was enough for the enterprising manipulators of Washington news. Vivid imaginations supplied what was lacking, and Wednesday morning's papers contained a highly sensational account of Secretary Blaine's having a stroke of paralysis and of the attempt of his family and friends to keep it secret. The evening papers of the same day had denials of the story from Blaine's family and friends and the Secretary was happy to think of the space given him in the newspapers notwithstanding the pressure of centennial news and the friends that started the whole story rejoiced at the effect it had had. Blaine is by no means the first man to make use of the newspapers to print reports in order that they may deny them—all for notoriety. bbox=[537, 91, 702, 631]
king-sub: (ATKINSON) bbox=[1119, 1189, 1173, 1201]
editorial-paragraph: The Building Association is now organized, and its force, character and usefulness can be judged by the class of men selected for its officers: Thos. J. Jarvis, President; E. A. Move and Harry Skinner, Vice Presidents; Alfred Forbes, Treasurer, and Board of Directors whose names are elsewhere published in this paper. bbox=[22, 1407, 165, 1568]
market-row bbox=[537, 2421, 702, 2432]
plows-lead: We call especial attention to our bbox=[1075, 1476, 1217, 1489]
article-paragraph: The association met in the Opera House last Thursday, a good attendance being present. bbox=[176, 566, 347, 606]
summer-text2: I keep constantly on hand a splendid assortment of bbox=[782, 560, 975, 571]
